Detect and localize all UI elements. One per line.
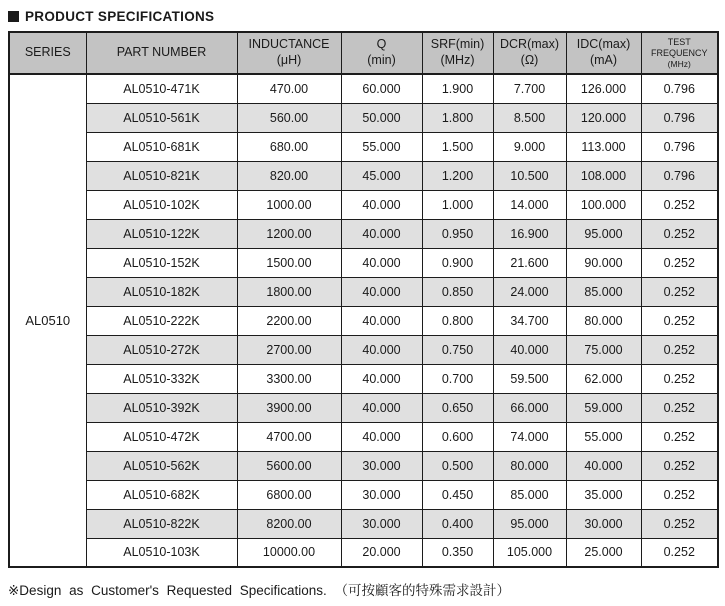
- column-header-test-frequency: [641, 32, 718, 74]
- part-number-cell: AL0510-681K: [86, 132, 237, 161]
- column-header-dcr-max: [493, 32, 566, 74]
- value-cell: 0.252: [641, 393, 718, 422]
- value-cell: 24.000: [493, 277, 566, 306]
- value-cell: 680.00: [237, 132, 341, 161]
- value-cell: 0.450: [422, 480, 493, 509]
- value-cell: 0.700: [422, 364, 493, 393]
- value-cell: 40.000: [341, 190, 422, 219]
- table-row: [9, 480, 718, 509]
- part-number-cell: AL0510-472K: [86, 422, 237, 451]
- value-cell: 0.900: [422, 248, 493, 277]
- table-row: [9, 393, 718, 422]
- value-cell: 21.600: [493, 248, 566, 277]
- part-number-cell: AL0510-102K: [86, 190, 237, 219]
- value-cell: 0.400: [422, 509, 493, 538]
- value-cell: 7.700: [493, 74, 566, 103]
- series-cell: AL0510: [9, 74, 86, 567]
- value-cell: 59.500: [493, 364, 566, 393]
- part-number-cell: AL0510-392K: [86, 393, 237, 422]
- value-cell: 0.350: [422, 538, 493, 567]
- value-cell: 0.850: [422, 277, 493, 306]
- value-cell: 0.252: [641, 480, 718, 509]
- value-cell: 0.800: [422, 306, 493, 335]
- value-cell: 0.750: [422, 335, 493, 364]
- column-header-part-number: [86, 32, 237, 74]
- value-cell: 85.000: [493, 480, 566, 509]
- value-cell: 40.000: [341, 364, 422, 393]
- table-header-row: [9, 32, 718, 74]
- column-header-q-min: [341, 32, 422, 74]
- part-number-cell: AL0510-822K: [86, 509, 237, 538]
- table-row: [9, 364, 718, 393]
- section-title: PRODUCT SPECIFICATIONS: [25, 9, 215, 24]
- value-cell: 0.252: [641, 190, 718, 219]
- column-header-line: DCR(max): [499, 37, 560, 52]
- value-cell: 0.796: [641, 161, 718, 190]
- value-cell: 34.700: [493, 306, 566, 335]
- part-number-cell: AL0510-122K: [86, 219, 237, 248]
- value-cell: 6800.00: [237, 480, 341, 509]
- value-cell: 0.796: [641, 132, 718, 161]
- value-cell: 820.00: [237, 161, 341, 190]
- value-cell: 14.000: [493, 190, 566, 219]
- value-cell: 3300.00: [237, 364, 341, 393]
- column-header-line: IDC(max): [576, 37, 631, 52]
- table-row: [9, 190, 718, 219]
- value-cell: 30.000: [341, 451, 422, 480]
- value-cell: 0.252: [641, 538, 718, 567]
- value-cell: 2200.00: [237, 306, 341, 335]
- part-number-cell: AL0510-272K: [86, 335, 237, 364]
- column-header-line: SRF(min): [430, 37, 485, 52]
- value-cell: 25.000: [566, 538, 641, 567]
- value-cell: 0.252: [641, 306, 718, 335]
- column-header-srf-min: [422, 32, 493, 74]
- value-cell: 40.000: [341, 422, 422, 451]
- value-cell: 560.00: [237, 103, 341, 132]
- value-cell: 75.000: [566, 335, 641, 364]
- column-header-line: (mA): [589, 53, 618, 67]
- table-row: [9, 306, 718, 335]
- part-number-cell: AL0510-821K: [86, 161, 237, 190]
- column-header-idc-max: [566, 32, 641, 74]
- table-row: [9, 335, 718, 364]
- table-row: [9, 219, 718, 248]
- table-row: [9, 277, 718, 306]
- value-cell: 30.000: [341, 509, 422, 538]
- value-cell: 40.000: [341, 219, 422, 248]
- value-cell: 66.000: [493, 393, 566, 422]
- value-cell: 120.000: [566, 103, 641, 132]
- value-cell: 45.000: [341, 161, 422, 190]
- part-number-cell: AL0510-222K: [86, 306, 237, 335]
- table-row: [9, 103, 718, 132]
- value-cell: 0.650: [422, 393, 493, 422]
- value-cell: 0.252: [641, 248, 718, 277]
- value-cell: 30.000: [341, 480, 422, 509]
- column-header-line: FREQUENCY: [650, 47, 708, 58]
- table-row: [9, 132, 718, 161]
- value-cell: 55.000: [341, 132, 422, 161]
- value-cell: 0.252: [641, 451, 718, 480]
- part-number-cell: AL0510-152K: [86, 248, 237, 277]
- part-number-cell: AL0510-182K: [86, 277, 237, 306]
- value-cell: 1200.00: [237, 219, 341, 248]
- value-cell: 74.000: [493, 422, 566, 451]
- part-number-cell: AL0510-332K: [86, 364, 237, 393]
- value-cell: 108.000: [566, 161, 641, 190]
- column-header-line: (μH): [276, 53, 302, 67]
- column-header-line: (Ω): [520, 53, 539, 67]
- table-row: [9, 509, 718, 538]
- value-cell: 10000.00: [237, 538, 341, 567]
- value-cell: 20.000: [341, 538, 422, 567]
- value-cell: 3900.00: [237, 393, 341, 422]
- table-row: [9, 422, 718, 451]
- table-row: [9, 451, 718, 480]
- value-cell: 470.00: [237, 74, 341, 103]
- value-cell: 4700.00: [237, 422, 341, 451]
- value-cell: 9.000: [493, 132, 566, 161]
- section-title-row: [8, 9, 717, 24]
- value-cell: 2700.00: [237, 335, 341, 364]
- value-cell: 1.500: [422, 132, 493, 161]
- part-number-cell: AL0510-682K: [86, 480, 237, 509]
- value-cell: 40.000: [341, 248, 422, 277]
- value-cell: 1500.00: [237, 248, 341, 277]
- part-number-cell: AL0510-562K: [86, 451, 237, 480]
- value-cell: 40.000: [493, 335, 566, 364]
- value-cell: 1.800: [422, 103, 493, 132]
- value-cell: 0.796: [641, 74, 718, 103]
- value-cell: 0.252: [641, 364, 718, 393]
- value-cell: 16.900: [493, 219, 566, 248]
- value-cell: 95.000: [493, 509, 566, 538]
- value-cell: 1.000: [422, 190, 493, 219]
- value-cell: 95.000: [566, 219, 641, 248]
- column-header-line: SERIES: [24, 45, 71, 60]
- value-cell: 1.200: [422, 161, 493, 190]
- value-cell: 10.500: [493, 161, 566, 190]
- value-cell: 0.796: [641, 103, 718, 132]
- table-row: [9, 538, 718, 567]
- value-cell: 35.000: [566, 480, 641, 509]
- value-cell: 0.252: [641, 422, 718, 451]
- value-cell: 0.600: [422, 422, 493, 451]
- part-number-cell: AL0510-103K: [86, 538, 237, 567]
- value-cell: 40.000: [341, 277, 422, 306]
- value-cell: 62.000: [566, 364, 641, 393]
- value-cell: 80.000: [493, 451, 566, 480]
- table-body: [9, 74, 718, 567]
- column-header-line: PART NUMBER: [116, 45, 207, 60]
- value-cell: 8200.00: [237, 509, 341, 538]
- column-header-line: (MHz): [667, 58, 691, 69]
- value-cell: 105.000: [493, 538, 566, 567]
- value-cell: 40.000: [341, 335, 422, 364]
- column-header-line: (min): [367, 53, 396, 67]
- value-cell: 40.000: [341, 393, 422, 422]
- value-cell: 113.000: [566, 132, 641, 161]
- column-header-line: Q: [376, 37, 387, 52]
- value-cell: 0.500: [422, 451, 493, 480]
- section-bullet-icon: [8, 11, 19, 22]
- value-cell: 5600.00: [237, 451, 341, 480]
- table-row: [9, 248, 718, 277]
- value-cell: 1800.00: [237, 277, 341, 306]
- column-header-inductance: [237, 32, 341, 74]
- product-spec-table: [8, 31, 719, 568]
- value-cell: 80.000: [566, 306, 641, 335]
- value-cell: 40.000: [566, 451, 641, 480]
- value-cell: 0.950: [422, 219, 493, 248]
- value-cell: 50.000: [341, 103, 422, 132]
- value-cell: 59.000: [566, 393, 641, 422]
- part-number-cell: AL0510-471K: [86, 74, 237, 103]
- value-cell: 0.252: [641, 509, 718, 538]
- value-cell: 100.000: [566, 190, 641, 219]
- table-header: [9, 32, 718, 74]
- value-cell: 90.000: [566, 248, 641, 277]
- value-cell: 30.000: [566, 509, 641, 538]
- column-header-line: (MHz): [440, 53, 475, 67]
- value-cell: 126.000: [566, 74, 641, 103]
- value-cell: 1.900: [422, 74, 493, 103]
- value-cell: 40.000: [341, 306, 422, 335]
- column-header-series: [9, 32, 86, 74]
- value-cell: 0.252: [641, 335, 718, 364]
- table-row: [9, 74, 718, 103]
- column-header-line: TEST: [667, 37, 691, 48]
- value-cell: 85.000: [566, 277, 641, 306]
- value-cell: 0.252: [641, 219, 718, 248]
- table-row: [9, 161, 718, 190]
- footnote: ※Design as Customer's Requested Specifications. （可按顧客的特殊需求設計）: [8, 583, 511, 598]
- value-cell: 60.000: [341, 74, 422, 103]
- column-header-line: INDUCTANCE: [248, 37, 330, 52]
- part-number-cell: AL0510-561K: [86, 103, 237, 132]
- value-cell: 8.500: [493, 103, 566, 132]
- value-cell: 0.252: [641, 277, 718, 306]
- value-cell: 55.000: [566, 422, 641, 451]
- value-cell: 1000.00: [237, 190, 341, 219]
